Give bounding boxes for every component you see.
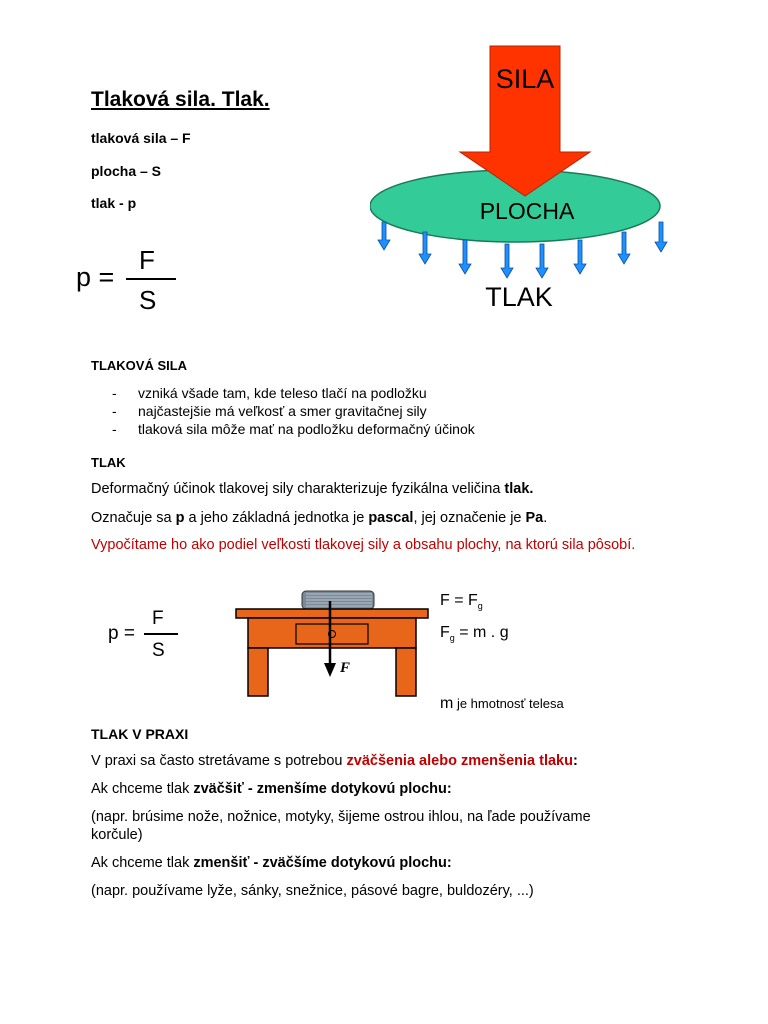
- formula2-fraction-line: [144, 633, 178, 635]
- paragraph-practice-intro: V praxi sa často stretávame s potrebou zväčšenia alebo zmenšenia tlaku:: [91, 753, 578, 769]
- small-arrow: [419, 232, 431, 264]
- formula-lhs: p =: [76, 262, 115, 292]
- formula-denominator: S: [139, 285, 157, 315]
- equation-gravity: $F_g = m$ . g: [440, 624, 509, 644]
- definition-pressure: tlak - p: [91, 195, 137, 211]
- small-arrow: [618, 232, 630, 264]
- force-properties-list: [112, 384, 475, 438]
- small-arrow: [378, 222, 390, 250]
- small-arrow: [459, 240, 471, 274]
- table-leg: [396, 648, 416, 696]
- table-leg: [248, 648, 268, 696]
- list-item: - najčastejšie má veľkosť a smer gravitačnej sily: [112, 403, 427, 419]
- force-vector-label: F: [340, 660, 351, 676]
- paragraph-pressure-def: Deformačný účinok tlakovej sily charakterizuje fyzikálna veličina tlak.: [91, 481, 534, 497]
- area-label: PLOCHA: [479, 198, 575, 224]
- small-arrow: [574, 240, 586, 274]
- pressure-label: TLAK: [485, 282, 553, 312]
- formula2-denominator: S: [152, 640, 165, 661]
- pressure-diagram: [370, 40, 670, 320]
- paragraph-increase-examples-cont: korčule): [91, 827, 143, 843]
- paragraph-increase: Ak chceme tlak zväčšiť - zmenšíme dotykovú plochu:: [91, 781, 452, 797]
- small-arrow: [655, 222, 667, 252]
- equation-force-gravity: $F = F_g$: [440, 592, 483, 612]
- paragraph-pressure-unit: Označuje sa p a jeho základná jednotka je pascal, jej označenie je Pa.: [91, 510, 548, 526]
- formula-numerator: F: [139, 245, 155, 275]
- definition-force: tlaková sila – F: [91, 130, 191, 146]
- paragraph-pressure-calc: Vypočítame ho ako podiel veľkosti tlakovej sily a obsahu plochy, na ktorú sila pôsobí.: [91, 537, 636, 553]
- section-heading-force: TLAKOVÁ SILA: [91, 358, 188, 373]
- formula2-lhs: p =: [108, 623, 135, 644]
- paragraph-increase-examples: (napr. brúsime nože, nožnice, motyky, šijeme ostrou ihlou, na ľade používame: [91, 809, 591, 825]
- force-label: SILA: [495, 64, 555, 94]
- table-top: [236, 609, 428, 618]
- list-item: - vzniká všade tam, kde teleso tlačí na podložku: [112, 385, 427, 401]
- section-heading-practice: TLAK V PRAXI: [91, 726, 189, 742]
- page-title: Tlaková sila. Tlak.: [91, 88, 270, 111]
- table-figure: [232, 585, 432, 700]
- section-heading-pressure: TLAK: [91, 455, 126, 470]
- list-item: - tlaková sila môže mať na podložku deformačný účinok: [112, 421, 475, 437]
- definition-area: plocha – S: [91, 163, 162, 179]
- formula-fraction-line: [126, 278, 176, 280]
- small-arrow: [501, 244, 513, 278]
- formula2-numerator: F: [152, 608, 164, 629]
- mass-description: m je hmotnosť telesa: [440, 695, 564, 712]
- table-drawer: [296, 624, 368, 644]
- small-arrow: [536, 244, 548, 278]
- paragraph-decrease: Ak chceme tlak zmenšiť - zväčšíme dotykovú plochu:: [91, 855, 452, 871]
- paragraph-decrease-examples: (napr. používame lyže, sánky, snežnice, pásové bagre, buldozéry, ...): [91, 883, 534, 899]
- force-vector-head: [324, 663, 336, 677]
